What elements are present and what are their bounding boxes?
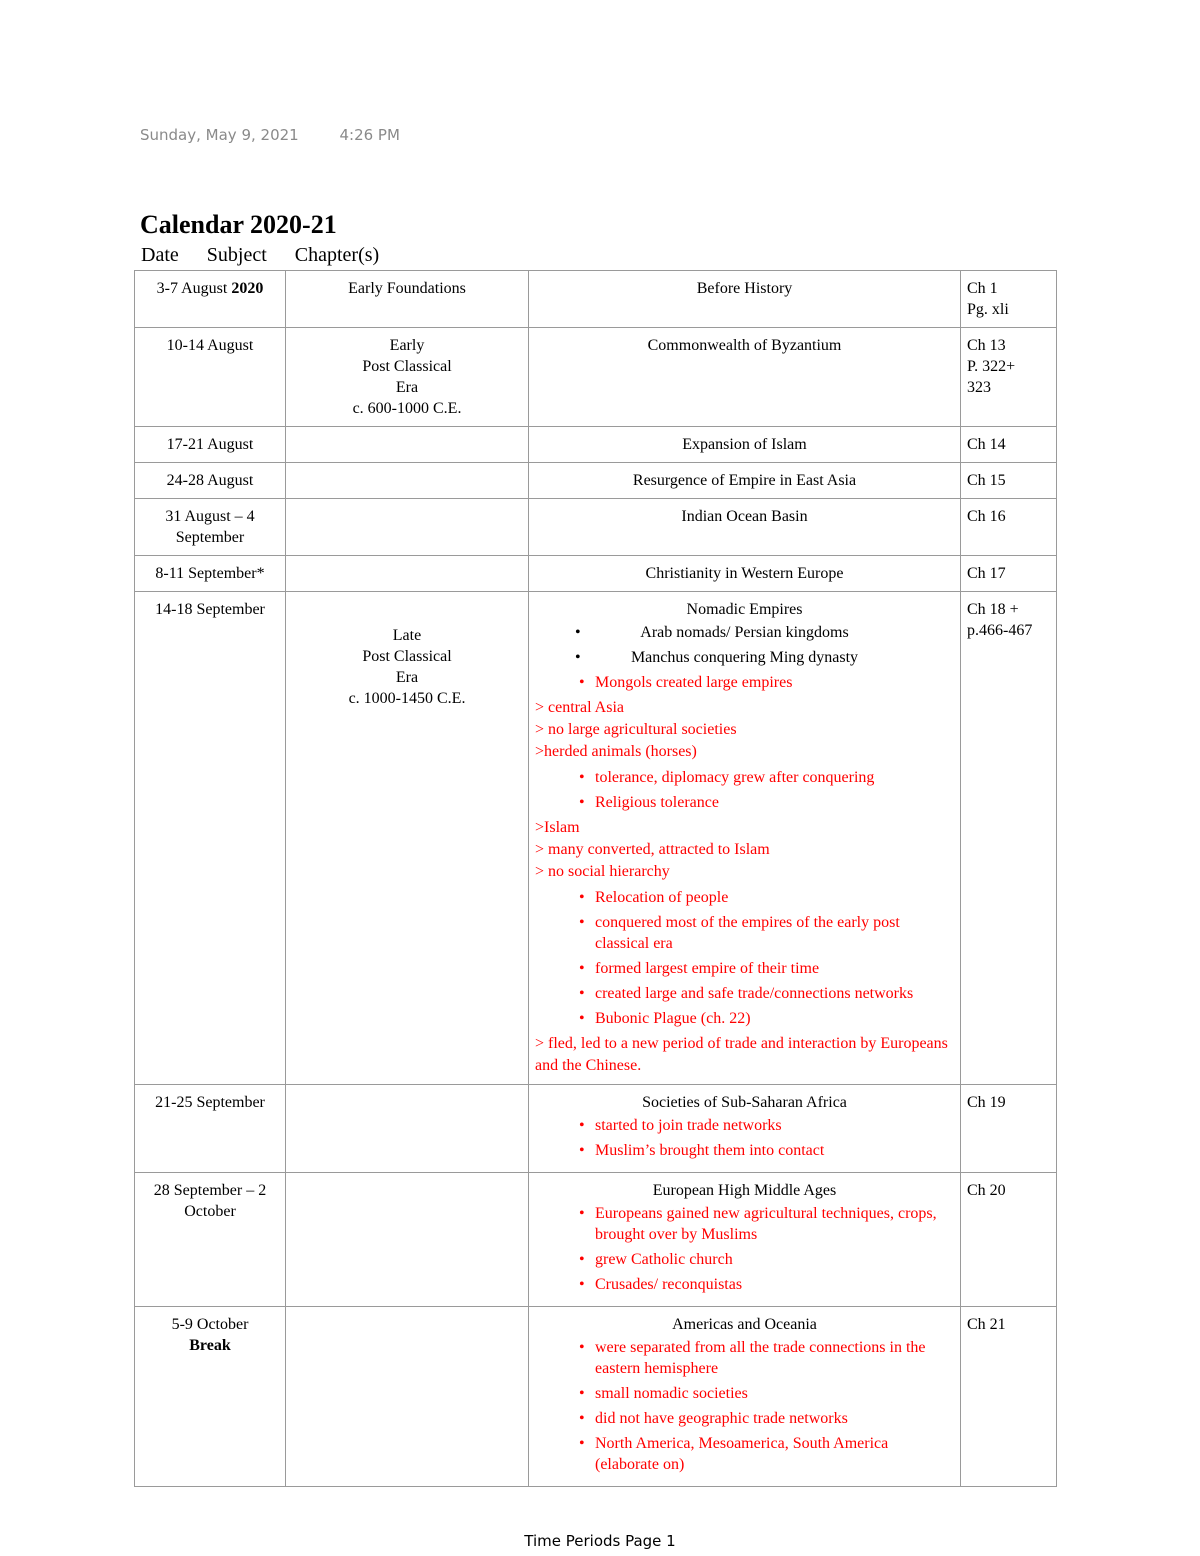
table-row bbox=[135, 463, 1057, 499]
chapter-cell: Ch 21 bbox=[961, 1307, 1057, 1487]
note-line: > many converted, attracted to Islam bbox=[535, 841, 770, 858]
list-item: • Muslim’s brought them into contact bbox=[573, 1140, 954, 1161]
date-cell: 8-11 September* bbox=[135, 556, 286, 592]
calendar-table bbox=[134, 270, 1057, 1487]
list-item: • Relocation of people bbox=[573, 887, 954, 908]
timestamp-date: Sunday, May 9, 2021 bbox=[140, 126, 299, 144]
date-cell: 24-28 August bbox=[135, 463, 286, 499]
note-line: > no large agricultural societies bbox=[535, 721, 737, 738]
date-cell: 28 September – 2 October bbox=[135, 1173, 286, 1307]
subject-cell: Expansion of Islam bbox=[529, 427, 961, 463]
table-row bbox=[135, 328, 1057, 427]
subject-cell bbox=[529, 592, 961, 1085]
column-headings bbox=[141, 244, 407, 267]
page-title: Calendar 2020-21 bbox=[140, 210, 337, 239]
subject-cell: Commonwealth of Byzantium bbox=[529, 328, 961, 427]
heading-chapters: Chapter(s) bbox=[294, 244, 380, 266]
page-footer: Time Periods Page 1 bbox=[524, 1532, 676, 1550]
subject-title: European High Middle Ages bbox=[652, 1182, 837, 1199]
note-line: > fled, led to a new period of trade and interaction by Europeans and the Chinese. bbox=[535, 1035, 948, 1074]
timestamp-time: 4:26 PM bbox=[339, 126, 400, 144]
table-row bbox=[135, 271, 1057, 328]
table-row bbox=[135, 1173, 1057, 1307]
subject-cell: Resurgence of Empire in East Asia bbox=[529, 463, 961, 499]
chapter-cell: Ch 14 bbox=[961, 427, 1057, 463]
date-cell: 17-21 August bbox=[135, 427, 286, 463]
table-row bbox=[135, 592, 1057, 1085]
list-item: • Bubonic Plague (ch. 22) bbox=[573, 1008, 954, 1029]
subject-title: Americas and Oceania bbox=[672, 1316, 817, 1333]
list-item: • North America, Mesoamerica, South America (elaborate on) bbox=[573, 1433, 954, 1475]
subject-cell bbox=[529, 1307, 961, 1487]
era-cell: Late Post Classical Era c. 1000-1450 C.E. bbox=[286, 592, 529, 1085]
list-item: • Europeans gained new agricultural techniques, crops, brought over by Muslims bbox=[573, 1203, 954, 1245]
note-line: > central Asia bbox=[535, 699, 624, 716]
subject-cell bbox=[529, 1085, 961, 1173]
timestamp bbox=[140, 126, 400, 144]
subject-title: Societies of Sub-Saharan Africa bbox=[642, 1094, 847, 1111]
chapter-cell: Ch 16 bbox=[961, 499, 1057, 556]
date-cell: 31 August – 4 September bbox=[135, 499, 286, 556]
list-item: • created large and safe trade/connections networks bbox=[573, 983, 954, 1004]
note-line: >herded animals (horses) bbox=[535, 743, 697, 760]
subject-cell: Before History bbox=[529, 271, 961, 328]
list-item: • grew Catholic church bbox=[573, 1249, 954, 1270]
list-item: • tolerance, diplomacy grew after conquering bbox=[573, 767, 954, 788]
chapter-cell: Ch 13 P. 322+ 323 bbox=[961, 328, 1057, 427]
era-cell bbox=[286, 1173, 529, 1307]
chapter-cell: Ch 17 bbox=[961, 556, 1057, 592]
subject-bullets bbox=[535, 622, 954, 668]
chapter-cell: Ch 18 + p.466-467 bbox=[961, 592, 1057, 1085]
subject-cell bbox=[529, 1173, 961, 1307]
list-item: • Mongols created large empires bbox=[573, 672, 954, 693]
list-item: • conquered most of the empires of the early post classical era bbox=[573, 912, 954, 954]
list-item: • Arab nomads/ Persian kingdoms bbox=[535, 622, 954, 643]
table-row bbox=[135, 427, 1057, 463]
chapter-cell: Ch 1 Pg. xli bbox=[961, 271, 1057, 328]
list-item: • Manchus conquering Ming dynasty bbox=[535, 647, 954, 668]
table-row bbox=[135, 1085, 1057, 1173]
subject-cell: Christianity in Western Europe bbox=[529, 556, 961, 592]
era-cell bbox=[286, 556, 529, 592]
list-item: • started to join trade networks bbox=[573, 1115, 954, 1136]
list-item: • Religious tolerance bbox=[573, 792, 954, 813]
chapter-cell: Ch 20 bbox=[961, 1173, 1057, 1307]
era-cell bbox=[286, 463, 529, 499]
era-cell bbox=[286, 427, 529, 463]
date-cell: 3-7 August 2020 bbox=[135, 271, 286, 328]
heading-subject: Subject bbox=[206, 244, 267, 266]
list-item: • Crusades/ reconquistas bbox=[573, 1274, 954, 1295]
date-cell: 21-25 September bbox=[135, 1085, 286, 1173]
era-cell bbox=[286, 1085, 529, 1173]
date-cell: 5-9 October Break bbox=[135, 1307, 286, 1487]
date-cell: 10-14 August bbox=[135, 328, 286, 427]
list-item: • small nomadic societies bbox=[573, 1383, 954, 1404]
subject-notes bbox=[573, 1337, 954, 1475]
chapter-cell: Ch 15 bbox=[961, 463, 1057, 499]
note-line: >Islam bbox=[535, 819, 580, 836]
era-cell: Early Foundations bbox=[286, 271, 529, 328]
list-item: • formed largest empire of their time bbox=[573, 958, 954, 979]
subject-notes bbox=[535, 672, 954, 1077]
era-cell bbox=[286, 1307, 529, 1487]
date-cell: 14-18 September bbox=[135, 592, 286, 1085]
table-row bbox=[135, 556, 1057, 592]
list-item: • did not have geographic trade networks bbox=[573, 1408, 954, 1429]
note-line: > no social hierarchy bbox=[535, 863, 670, 880]
subject-cell: Indian Ocean Basin bbox=[529, 499, 961, 556]
era-cell bbox=[286, 499, 529, 556]
chapter-cell: Ch 19 bbox=[961, 1085, 1057, 1173]
subject-notes bbox=[573, 1203, 954, 1295]
subject-title: Nomadic Empires bbox=[686, 601, 803, 618]
table-row bbox=[135, 499, 1057, 556]
heading-date: Date bbox=[141, 244, 179, 266]
subject-notes bbox=[573, 1115, 954, 1161]
list-item: • were separated from all the trade connections in the eastern hemisphere bbox=[573, 1337, 954, 1379]
table-row bbox=[135, 1307, 1057, 1487]
era-cell: Early Post Classical Era c. 600-1000 C.E. bbox=[286, 328, 529, 427]
